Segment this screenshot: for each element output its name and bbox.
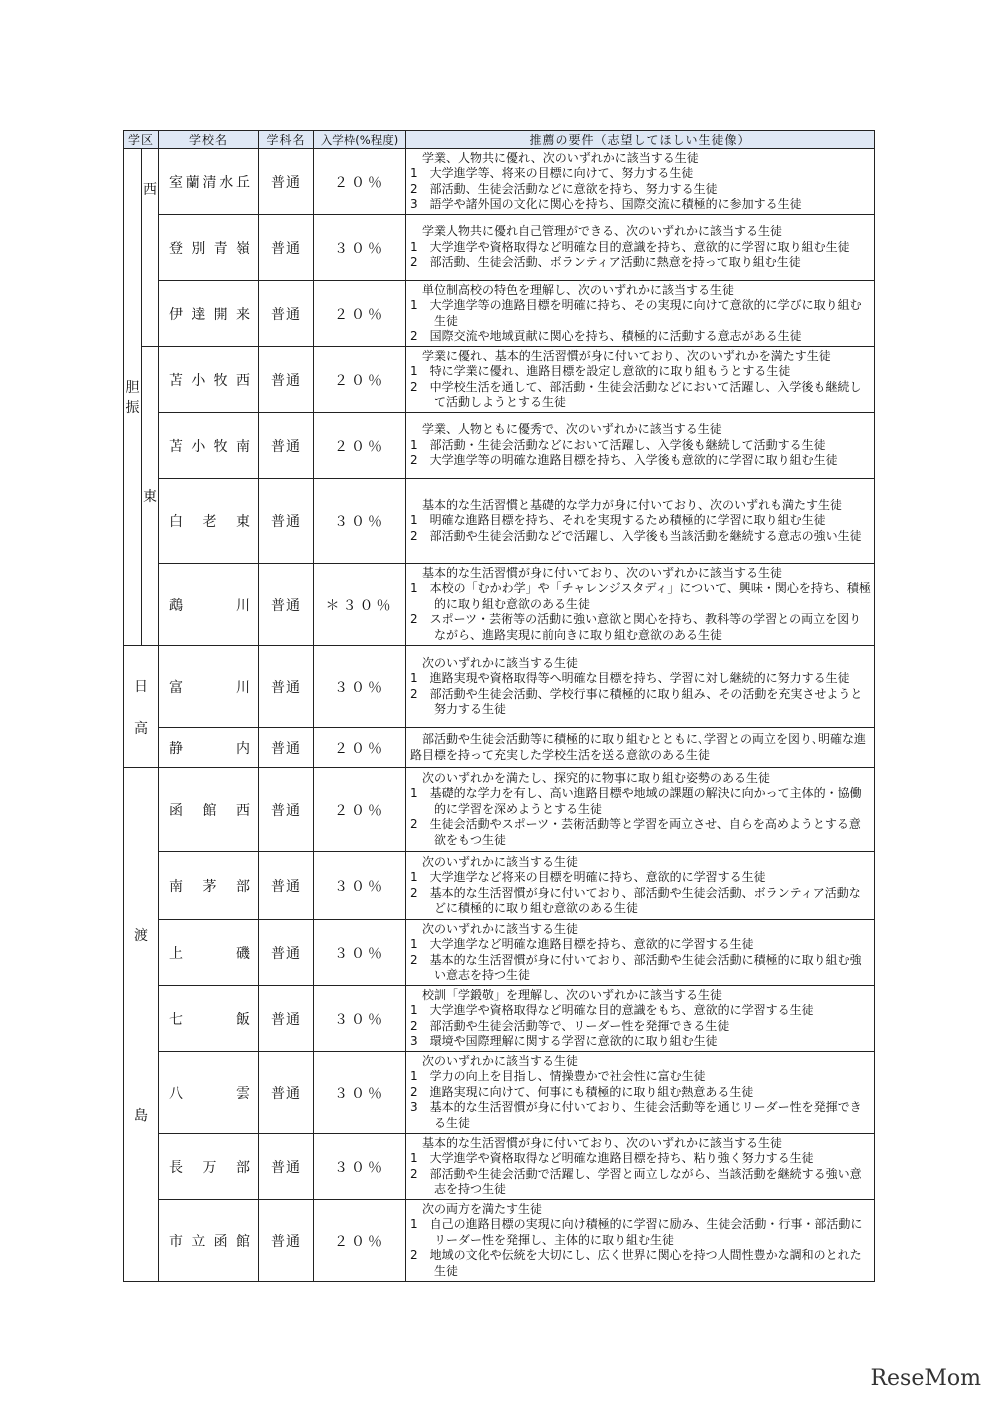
school-name-char: 部 — [236, 878, 251, 895]
requirement-item: 1 基礎的な学力を有し、高い進路目標や地域の課題の解決に向かって主体的・協働的に学習を深めようとする生徒 — [410, 786, 862, 816]
requirements-cell — [406, 564, 875, 646]
quota-value: ３０％ — [314, 646, 406, 728]
requirement-item: 2 生徒会活動やスポーツ・芸術活動等と学習を両立させ、自らを高めようとする意欲をもつ生徒 — [410, 817, 861, 847]
requirement-lead: 学業に優れ、基本的生活習慣が身に付いており、次のいずれかを満たす生徒 — [422, 348, 831, 363]
course-name: 普通 — [259, 215, 314, 281]
district-char: 高 — [134, 720, 148, 737]
requirement-item: 1 大学進学など将来の目標を明確に持ち、意欲的に学習する生徒 — [410, 870, 766, 884]
subdistrict-label: 西 — [143, 182, 157, 198]
school-name-char: 上 — [169, 945, 184, 962]
course-name: 普通 — [259, 986, 314, 1052]
school-name-char: 清 — [202, 174, 217, 191]
requirement-item: 1 大学進学や資格取得など明確な目的意識を持ち、意欲的に学習に取り組む生徒 — [410, 239, 850, 254]
table-header-row — [124, 131, 875, 149]
table-row — [124, 1052, 875, 1134]
school-name-char: 来 — [236, 306, 250, 323]
requirement-item: 2 部活動、生徒会活動などに意欲を持ち、努力する生徒 — [410, 181, 718, 196]
requirements-cell — [406, 646, 875, 728]
district-char: 日 — [134, 678, 148, 695]
quota-value: ３０％ — [314, 1052, 406, 1134]
requirements-cell — [406, 281, 875, 347]
school-name-char: 別 — [191, 240, 206, 257]
requirement-lead: 単位制高校の特色を理解し、次のいずれかに該当する生徒 — [422, 282, 735, 297]
quota-value: ３０％ — [314, 920, 406, 986]
requirement-item: 2 部活動や生徒会活動で活躍し、学習と両立しながら、当該活動を継続する強い意志を持つ生徒 — [410, 1166, 862, 1196]
course-name: 普通 — [259, 347, 314, 413]
table-row — [124, 1134, 875, 1200]
requirement-lead: 学業、人物ともに優秀で、次のいずれかに該当する生徒 — [422, 422, 722, 437]
school-name-char: 鵡 — [169, 597, 184, 614]
course-name: 普通 — [259, 149, 314, 215]
school-name-char: 長 — [169, 1159, 184, 1176]
school-name — [159, 479, 259, 564]
school-name-char: 川 — [236, 679, 251, 696]
quota-value: ＊３０％ — [314, 564, 406, 646]
requirement-item: 1 大学進学や資格取得など明確な進路目標を持ち、粘り強く努力する生徒 — [410, 1151, 814, 1165]
requirements-cell — [406, 347, 875, 413]
requirement-lead: 次のいずれかに該当する生徒 — [422, 854, 579, 869]
school-name-char: 室 — [169, 174, 184, 191]
requirement-item: 3 基本的な生活習慣が身に付いており、生徒会活動等を通じリーダー性を発揮できる生徒 — [410, 1100, 862, 1130]
requirement-item: 2 地域の文化や伝統を大切にし、広く世界に関心を持つ人間性豊かな調和のとれた生徒 — [410, 1248, 862, 1278]
course-name: 普通 — [259, 920, 314, 986]
quota-value: ２０％ — [314, 149, 406, 215]
school-name-char: 万 — [202, 1159, 217, 1176]
subdistrict-label: 東 — [143, 489, 157, 505]
course-name: 普通 — [259, 479, 314, 564]
school-name — [159, 413, 259, 479]
requirements-cell — [406, 1200, 875, 1282]
table-row — [124, 920, 875, 986]
school-name-char: 七 — [169, 1011, 184, 1028]
quota-value: ３０％ — [314, 215, 406, 281]
requirement-item: 2 部活動や生徒会活動、学校行事に積極的に取り組み、その活動を充実させようと努力する生徒 — [410, 686, 863, 716]
school-name — [159, 1200, 259, 1282]
requirement-lead: 学業、人物共に優れ、次のいずれかに該当する生徒 — [422, 150, 699, 165]
requirement-item: 2 進路実現に向けて、何事にも積極的に取り組む熱意ある生徒 — [410, 1084, 754, 1099]
school-name-char: 部 — [236, 1159, 251, 1176]
school-name — [159, 215, 259, 281]
requirements-cell — [406, 728, 875, 768]
requirements-cell — [406, 768, 875, 852]
requirement-item: 1 大学進学等、将来の目標に向けて、努力する生徒 — [410, 166, 694, 180]
school-name-char: 白 — [169, 514, 184, 530]
header-quota: 入学枠(%程度) — [314, 131, 406, 149]
table-row — [124, 564, 875, 646]
table-row — [124, 149, 875, 215]
school-name-char: 青 — [213, 240, 228, 257]
school-name-char: 磯 — [236, 945, 251, 962]
table-row — [124, 215, 875, 281]
table-row — [124, 281, 875, 347]
course-name: 普通 — [259, 646, 314, 728]
requirements-cell — [406, 413, 875, 479]
requirement-item: 1 自己の進路目標の実現に向け積極的に学習に励み、生徒会活動・行事・部活動にリーダー性を発揮し、主体的に取り組む生徒 — [410, 1217, 863, 1247]
school-name-char: 牧 — [213, 438, 228, 455]
course-name: 普通 — [259, 1134, 314, 1200]
school-name-char: 立 — [191, 1233, 206, 1250]
quota-value: ３０％ — [314, 852, 406, 920]
school-name-char: 登 — [169, 240, 184, 257]
school-name-char: 西 — [236, 372, 250, 389]
school-name — [159, 149, 259, 215]
school-name-char: 西 — [236, 802, 251, 819]
school-name-char: 嶺 — [236, 240, 250, 257]
requirements-cell — [406, 149, 875, 215]
school-name-char: 苫 — [169, 372, 184, 389]
requirement-lead: 基本的な生活習慣が身に付いており、次のいずれかに該当する生徒 — [422, 1135, 783, 1150]
school-name-char: 老 — [202, 514, 217, 530]
school-name-char: 丘 — [236, 174, 251, 191]
table-row — [124, 413, 875, 479]
school-name — [159, 347, 259, 413]
course-name: 普通 — [259, 852, 314, 920]
school-name — [159, 728, 259, 768]
requirement-lead: 基本的な生活習慣が身に付いており、次のいずれかに該当する生徒 — [422, 565, 783, 580]
quota-value: ２０％ — [314, 281, 406, 347]
requirement-lead: 次の両方を満たす生徒 — [422, 1201, 543, 1216]
requirements-cell — [406, 215, 875, 281]
course-name: 普通 — [259, 728, 314, 768]
recommendation-table — [123, 130, 875, 1282]
course-name: 普通 — [259, 564, 314, 646]
requirement-lead: 次のいずれかに該当する生徒 — [422, 1053, 579, 1068]
school-name-char: 牧 — [213, 372, 228, 389]
requirement-item: 1 学力の向上を目指し、情操豊かで社会性に富む生徒 — [410, 1069, 706, 1084]
school-name-char: 館 — [202, 802, 217, 819]
school-name — [159, 281, 259, 347]
course-name: 普通 — [259, 281, 314, 347]
course-name: 普通 — [259, 1052, 314, 1134]
requirements-cell — [406, 852, 875, 920]
requirement-item: 2 国際交流や地域貢献に関心を持ち、積極的に活動する意志がある生徒 — [410, 329, 802, 343]
quota-value: ２０％ — [314, 413, 406, 479]
requirement-item: 3 語学や諸外国の文化に関心を持ち、国際交流に積極的に参加する生徒 — [410, 197, 802, 211]
district-oshima — [124, 768, 159, 1282]
requirement-item: 1 特に学業に優れ、進路目標を設定し意欲的に取り組もうとする生徒 — [410, 364, 791, 378]
school-name-char: 飯 — [236, 1011, 251, 1028]
table-row — [124, 1200, 875, 1282]
requirement-item: 2 大学進学等の明確な進路目標を持ち、入学後も意欲的に学習に取り組む生徒 — [410, 453, 838, 468]
school-name-char: 達 — [191, 306, 206, 323]
table-row — [124, 852, 875, 920]
requirements-cell — [406, 986, 875, 1052]
table-row — [124, 986, 875, 1052]
header-school: 学校名 — [159, 131, 259, 149]
school-name-char: 小 — [191, 438, 206, 455]
header-district: 学区 — [124, 131, 159, 149]
school-name — [159, 920, 259, 986]
school-name — [159, 646, 259, 728]
subdistrict-higashi — [142, 347, 159, 646]
requirement-item: 2 部活動や生徒会活動などで活躍し、入学後も当該活動を継続する意志の強い生徒 — [410, 528, 862, 543]
school-name — [159, 1052, 259, 1134]
requirements-cell — [406, 920, 875, 986]
requirement-item: 1 大学進学や資格取得など明確な目的意識をもち、意欲的に学習する生徒 — [410, 1003, 814, 1017]
school-name-char: 富 — [169, 679, 184, 696]
school-name-char: 函 — [213, 1233, 228, 1250]
requirement-item: 2 基本的な生活習慣が身に付いており、部活動や生徒会活動、ボランティア活動などに積極的に取り組む意欲のある生徒 — [410, 885, 861, 915]
requirements-cell — [406, 1134, 875, 1200]
district-iburi — [124, 149, 142, 646]
requirement-lead: 基本的な生活習慣と基礎的な学力が身に付いており、次のいずれも満たす生徒 — [422, 497, 843, 512]
school-name-char: 八 — [169, 1085, 184, 1102]
quota-value: ２０％ — [314, 728, 406, 768]
table-row — [124, 479, 875, 564]
district-hidaka — [124, 646, 159, 768]
requirement-lead: 次のいずれかに該当する生徒 — [422, 655, 579, 670]
requirement-lead: 次のいずれかに該当する生徒 — [422, 921, 579, 936]
requirement-item: 1 明確な進路目標を持ち、それを実現するため積極的に学習に取り組む生徒 — [410, 513, 826, 528]
school-name-char: 水 — [219, 174, 234, 191]
requirement-item: 2 部活動や生徒会活動等で、リーダー性を発揮できる生徒 — [410, 1018, 730, 1033]
school-name-char: 蘭 — [185, 174, 200, 191]
table-row — [124, 728, 875, 768]
district-char: 島 — [134, 1107, 148, 1124]
school-name-char: 伊 — [169, 306, 184, 323]
school-name-char: 茅 — [202, 878, 217, 895]
quota-value: ３０％ — [314, 1134, 406, 1200]
requirement-item: 3 環境や国際理解に関する学習に意欲的に取り組む生徒 — [410, 1034, 718, 1048]
school-name — [159, 768, 259, 852]
school-name-char: 東 — [236, 514, 251, 530]
school-name-char: 雲 — [236, 1085, 251, 1102]
district-char: 胆 — [125, 380, 140, 396]
requirement-item: 2 スポーツ・芸術等の活動に強い意欲と関心を持ち、教科等の学習との両立を図りながら、進路実現に前向きに取り組む意欲のある生徒 — [410, 612, 862, 642]
requirement-item: 1 本校の「むかわ学」や「チャレンジスタディ」について、興味・関心を持ち、積極的に取り組む意欲のある生徒 — [410, 581, 871, 611]
quota-value: ２０％ — [314, 1200, 406, 1282]
requirement-lead: 校訓「学鍛敬」を理解し、次のいずれかに該当する生徒 — [422, 987, 723, 1002]
requirement-lead: 学業人物共に優れ自己管理ができる、次のいずれかに該当する生徒 — [422, 224, 783, 239]
table-row — [124, 768, 875, 852]
requirement-item: 1 進路実現や資格取得等へ明確な目標を持ち、学習に対し継続的に努力する生徒 — [410, 671, 850, 685]
course-name: 普通 — [259, 413, 314, 479]
course-name: 普通 — [259, 768, 314, 852]
requirement-item: 1 部活動・生徒会活動などにおいて活躍し、入学後も継続して活動する生徒 — [410, 437, 826, 452]
school-name-char: 川 — [236, 597, 251, 614]
quota-value: ２０％ — [314, 768, 406, 852]
requirement-lead: 次のいずれかを満たし、探究的に物事に取り組む姿勢のある生徒 — [422, 770, 771, 785]
school-name — [159, 852, 259, 920]
school-name-char: 市 — [169, 1233, 184, 1250]
district-char: 渡 — [134, 927, 148, 944]
subdistrict-nishi — [142, 149, 159, 347]
header-course: 学科名 — [259, 131, 314, 149]
requirements-cell — [406, 479, 875, 564]
table-row — [124, 347, 875, 413]
table-row — [124, 646, 875, 728]
quota-value: ３０％ — [314, 986, 406, 1052]
school-name-char: 函 — [169, 802, 184, 819]
district-char: 振 — [125, 400, 140, 416]
requirement-item: 2 部活動、生徒会活動、ボランティア活動に熱意を持って取り組む生徒 — [410, 255, 801, 270]
school-name-char: 小 — [191, 372, 206, 389]
requirement-item: 2 基本的な生活習慣が身に付いており、部活動や生徒会活動に積極的に取り組む強い意志を持つ生徒 — [410, 952, 862, 982]
requirement-lead: 部活動や生徒会活動等に積極的に取り組むとともに､学習との両立を図り､明確な進路目標を持って充実した学校生活を送る意欲のある生徒 — [410, 732, 867, 762]
school-name-char: 館 — [236, 1233, 250, 1250]
course-name: 普通 — [259, 1200, 314, 1282]
requirement-item: 1 大学進学等の進路目標を明確に持ち、その実現に向けて意欲的に学びに取り組む生徒 — [410, 298, 862, 328]
school-name-char: 南 — [169, 878, 184, 895]
requirement-item: 1 大学進学など明確な進路目標を持ち、意欲的に学習する生徒 — [410, 937, 754, 951]
quota-value: ３０％ — [314, 479, 406, 564]
requirement-item: 2 中学校生活を通して、部活動・生徒会活動などにおいて活躍し、入学後も継続して活動しようとする生徒 — [410, 379, 862, 409]
school-name-char: 苫 — [169, 438, 184, 455]
school-name-char: 静 — [169, 740, 184, 757]
school-name-char: 南 — [236, 438, 250, 455]
school-name — [159, 564, 259, 646]
school-name-char: 内 — [236, 740, 251, 757]
requirements-cell — [406, 1052, 875, 1134]
quota-value: ２０％ — [314, 347, 406, 413]
school-name — [159, 1134, 259, 1200]
header-requirements: 推薦の要件（志望してほしい生徒像） — [406, 131, 875, 149]
school-name — [159, 986, 259, 1052]
school-name-char: 開 — [213, 306, 228, 323]
resemom-watermark: ReseMom — [870, 1366, 981, 1391]
